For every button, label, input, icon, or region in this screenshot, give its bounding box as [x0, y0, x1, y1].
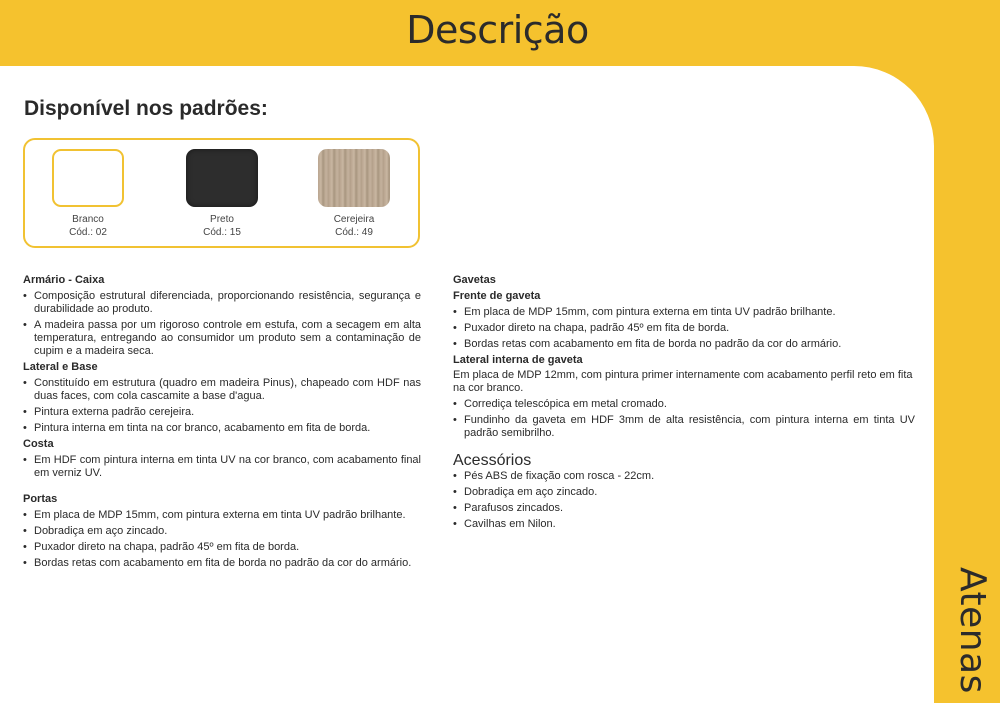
list-item: • Parafusos zincados.	[453, 502, 915, 515]
acessorios-heading: Acessórios	[453, 452, 532, 469]
list-item: • Puxador direto na chapa, padrão 45º em fita de borda.	[23, 541, 421, 554]
swatch-label-cerejeira	[299, 213, 409, 239]
gavetas-heading: Gavetas	[453, 274, 496, 286]
left-column	[23, 271, 421, 570]
portas-heading: Portas	[23, 493, 58, 505]
list-item: • Pintura interna em tinta na cor branco, acabamento em fita de borda.	[23, 422, 421, 435]
swatch-cerejeira	[318, 149, 390, 207]
brand-name: Atenas	[952, 567, 993, 694]
swatch-code: Cód.: 15	[203, 227, 241, 238]
swatch-label-preto	[167, 213, 277, 239]
lateral-heading: Lateral e Base	[23, 361, 98, 373]
swatch-name: Preto	[210, 214, 234, 225]
list-item: • Corrediça telescópica em metal cromado.	[453, 398, 915, 411]
list-item: • Composição estrutural diferenciada, proporcionando resistência, segurança e durabilidade ao produto.	[23, 290, 421, 316]
right-column	[453, 271, 915, 531]
swatch-name: Branco	[72, 214, 104, 225]
list-item: • Puxador direto na chapa, padrão 45º em fita de borda.	[453, 322, 915, 335]
patterns-title: Disponível nos padrões:	[24, 97, 268, 120]
swatch-branco	[52, 149, 124, 207]
lateral-gaveta-heading: Lateral interna de gaveta	[453, 354, 583, 366]
swatch-label-branco	[33, 213, 143, 239]
list-item: • Fundinho da gaveta em HDF 3mm de alta resistência, com pintura interna em tinta UV padrão semibrilho.	[453, 414, 915, 440]
swatch-code: Cód.: 02	[69, 227, 107, 238]
armario-heading: Armário - Caixa	[23, 274, 105, 286]
swatch-preto	[186, 149, 258, 207]
list-item: • Pintura externa padrão cerejeira.	[23, 406, 421, 419]
list-item: • Cavilhas em Nilon.	[453, 518, 915, 531]
patterns-box	[23, 138, 420, 248]
list-item: • Dobradiça em aço zincado.	[23, 525, 421, 538]
list-item: • Constituído em estrutura (quadro em madeira Pinus), chapeado com HDF nas duas faces, com cola cascamite a base d'agua.	[23, 377, 421, 403]
costa-heading: Costa	[23, 438, 54, 450]
swatch-name: Cerejeira	[333, 214, 375, 225]
swatch-code: Cód.: 49	[335, 227, 373, 238]
list-item: • Bordas retas com acabamento em fita de borda no padrão da cor do armário.	[453, 338, 915, 351]
frente-heading: Frente de gaveta	[453, 290, 541, 302]
list-item: • Dobradiça em aço zincado.	[453, 486, 915, 499]
page-title: Descrição	[406, 8, 589, 52]
list-item: • Em HDF com pintura interna em tinta UV na cor branco, com acabamento final em verniz UV.	[23, 454, 421, 480]
lateral-gaveta-text: Em placa de MDP 12mm, com pintura primer internamente com acabamento perfil reto em fita na cor branco.	[453, 369, 913, 394]
list-item: • A madeira passa por um rigoroso controle em estufa, com a secagem em alta temperatura, entregando ao consumidor um produto sem a contaminação de cupim e a madeira seca.	[23, 319, 421, 358]
list-item: • Em placa de MDP 15mm, com pintura externa em tinta UV padrão brilhante.	[453, 306, 915, 319]
list-item: • Bordas retas com acabamento em fita de borda no padrão da cor do armário.	[23, 557, 421, 570]
list-item: • Pés ABS de fixação com rosca - 22cm.	[453, 470, 915, 483]
list-item: • Em placa de MDP 15mm, com pintura externa em tinta UV padrão brilhante.	[23, 509, 421, 522]
